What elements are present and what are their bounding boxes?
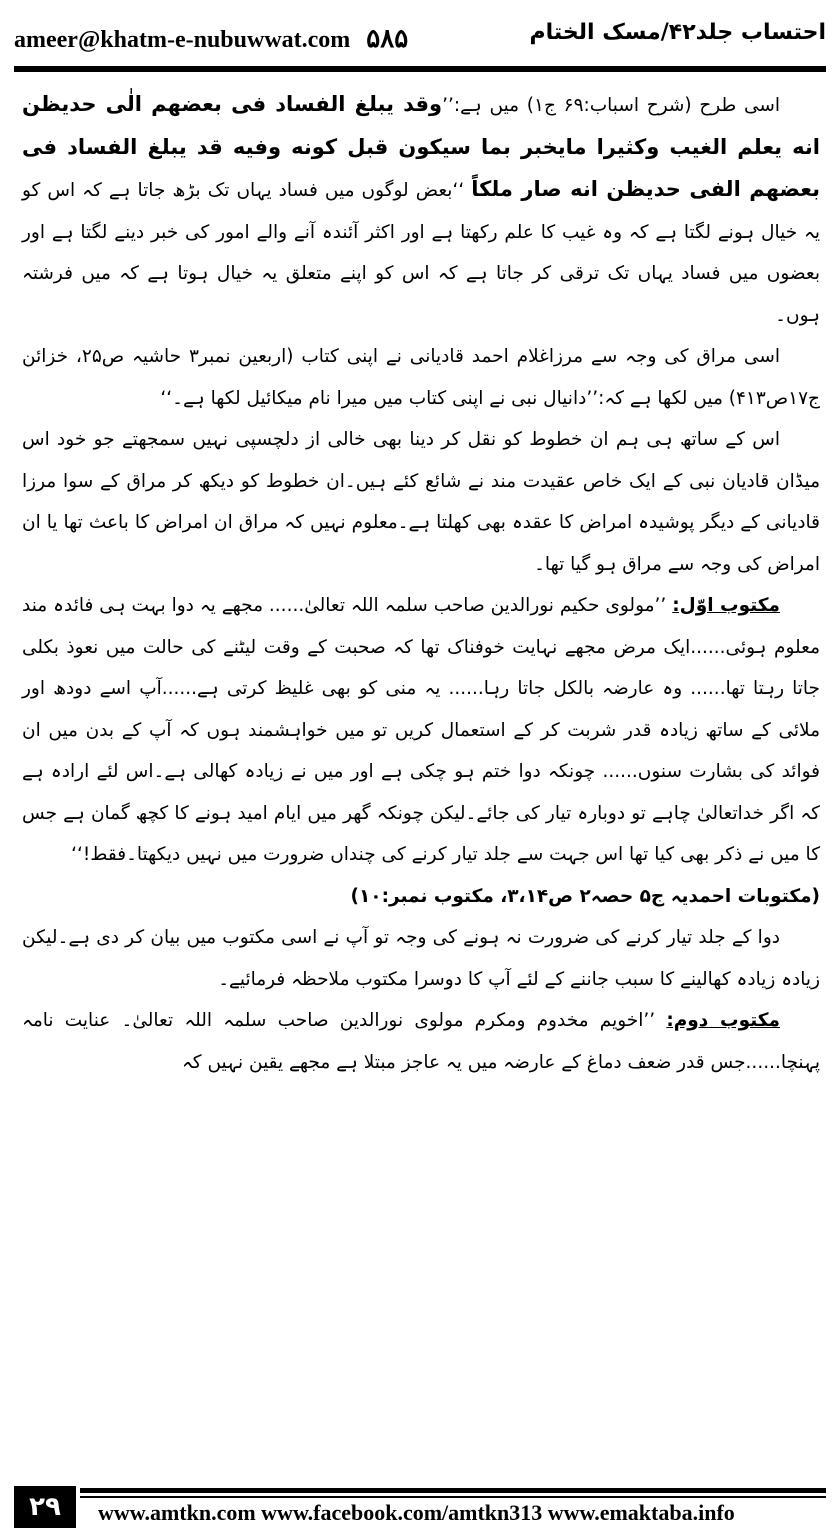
page-header	[14, 14, 826, 62]
footer-links: www.amtkn.com www.facebook.com/amtkn313 www.emaktaba.info	[98, 1500, 735, 1525]
paragraph	[22, 84, 820, 336]
header-left	[14, 24, 408, 54]
paragraph	[22, 1000, 820, 1083]
text-segment: اسی طرح (شرح اسباب:۶۹ ج۱) میں ہے:’’	[442, 95, 781, 116]
text-segment: ’’مولوی حکیم نورالدین صاحب سلمہ اللہ تعالیٰ...... مجھے یہ دوا بہت ہی فائدہ مند معلوم ہوئی......ایک مرض مجھے نہایت خوفناک تھا کہ صحبت کے وقت لیٹنے کی حالت میں نعوذ بکلی جاتا رہتا تھا...... وہ عارضہ بالکل جاتا رہا...... یہ منی کو بھی غلیظ کرتی ہے......آپ اسے دودھ اور ملائی کے ساتھ زیادہ قدر شربت کر کے استعمال کریں تو میں خواہشمند ہوں کہ آپ کے بدن میں ان فوائد کی بشارت سنوں...... چونکہ دوا ختم ہو چکی ہے اور میں نے زیادہ کھالی ہے۔اس لئے ارادہ ہے کہ اگر خداتعالیٰ چاہے تو دوبارہ تیار کی جائے۔لیکن چونکہ گھر میں ایام امید ہونے کا کچھ گمان ہے جس کا میں نے ذکر بھی کیا تھا اس جہت سے جلد تیار کرنے کی چنداں ضرورت میں نہیں دیکھتا۔فقط!‘‘	[22, 595, 820, 865]
header-rule	[14, 66, 826, 72]
paragraph	[22, 585, 820, 876]
text-segment: ’’اخویم مخدوم ومکرم مولوی نورالدین صاحب سلمہ اللہ تعالیٰ۔ عنایت نامہ پہنچا......جس قدر ضعف دماغ کے عارضہ میں یہ عاجز مبتلا ہے مجھے یقین نہیں کہ	[22, 1010, 820, 1073]
paragraph	[22, 336, 820, 419]
footer-page-number: ۲۹	[14, 1486, 76, 1528]
body-text	[22, 84, 820, 1083]
page-footer	[14, 1486, 826, 1530]
section-heading: مکتوب اوّل:	[672, 595, 780, 616]
header-book-title: احتساب جلد۴۲/مسک الختام	[529, 20, 826, 45]
text-segment: دوا کے جلد تیار کرنے کی ضرورت نہ ہونے کی وجہ تو آپ نے اسی مکتوب میں بیان کر دی ہے۔لیکن زیادہ زیادہ کھالینے کا سبب جاننے کے لئے آپ کا دوسرا مکتوب ملاحظہ فرمائیے۔	[22, 927, 820, 990]
arabic-quote: وقد یبلغ الفساد فی بعضهم الٰی حدیظن انه یعلم الغیب وکثیرا مایخبر بما سیکون قبل کونه وفیه قد یبلغ الفساد فی بعضهم الفی حدیظن انه صار ملکاً	[22, 92, 820, 201]
citation: (مکتوبات احمدیہ ج۵ حصہ۲ ص۳،۱۴، مکتوب نمبر:۱۰)	[350, 885, 820, 907]
text-segment: اس کے ساتھ ہی ہم ان خطوط کو نقل کر دینا بھی خالی از دلچسپی نہیں سمجھتے جو خود اس میڈان قادیان نبی کے ایک خاص عقیدت مند نے شائع کئے ہیں۔ان خطوط کو دیکھ کر مراق کے سوا مرزا قادیانی کے دیگر پوشیدہ امراض کا عقدہ بھی کھلتا ہے۔معلوم نہیں کہ مراق ان امراض کا باعث تھا یا ان امراض کی وجہ سے مراق ہو گیا تھا۔	[22, 429, 820, 575]
paragraph	[22, 876, 820, 918]
header-page-ref: ۵۸۵	[366, 24, 409, 53]
text-segment: اسی مراق کی وجہ سے مرزاغلام احمد قادیانی نے اپنی کتاب (اربعین نمبر۳ حاشیہ ص۲۵، خزائن ج۱۷ص۴۱۳) میں لکھا ہے کہ:’’دانیال نبی نے اپنی کتاب میں میرا نام میکائیل لکھا ہے۔‘‘	[22, 346, 820, 409]
footer-rule-thin	[80, 1496, 826, 1498]
paragraph	[22, 419, 820, 585]
paragraph	[22, 917, 820, 1000]
section-heading: مکتوب دوم:	[666, 1010, 780, 1031]
text-segment: ‘‘بعض لوگوں میں فساد یہاں تک بڑھ جاتا ہے کہ اس کو یہ خیال ہونے لگتا ہے کہ وہ غیب کا علم رکھتا ہے اور اکثر آئندہ آنے والے امور کی خبر دینے لگتا ہے اور بعضوں میں فساد یہاں تک ترقی کر جاتا ہے کہ اس کو اپنے متعلق یہ خیال ہوتا ہے کہ میں فرشتہ ہوں۔	[22, 180, 820, 326]
footer-rule-thick	[80, 1488, 826, 1493]
header-email: ameer@khatm-e-nubuwwat.com	[14, 27, 351, 53]
